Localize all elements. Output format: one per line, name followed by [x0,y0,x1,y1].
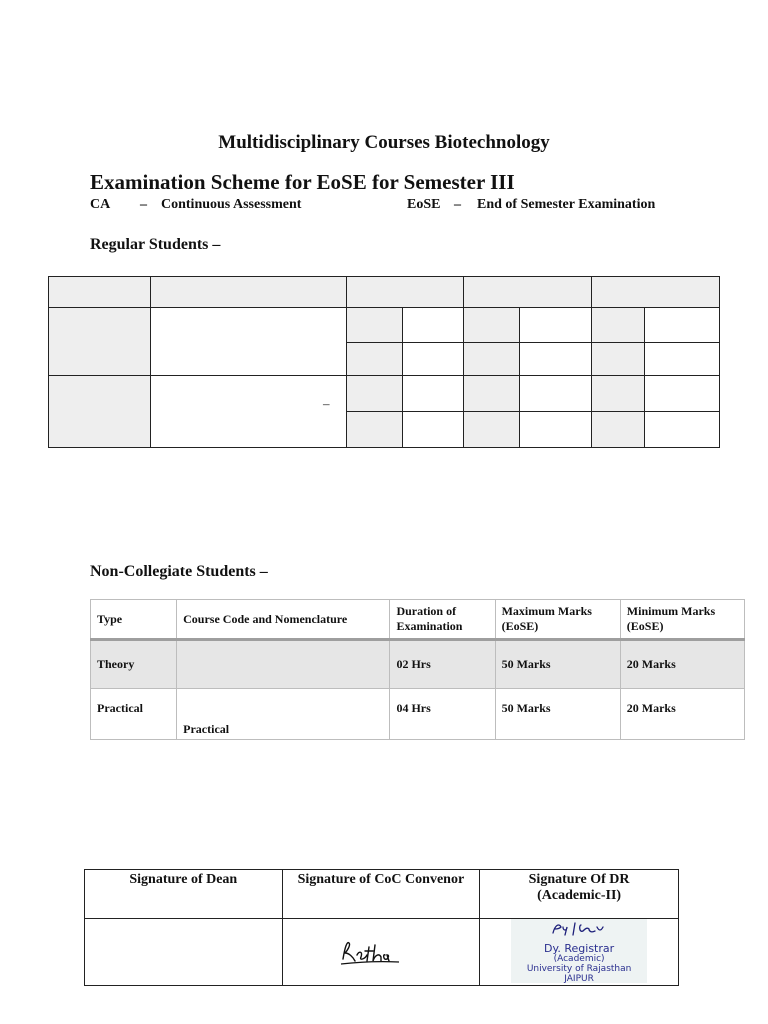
abbr-eose-dash: – [454,197,461,212]
table-cell [464,343,520,376]
dean-signature-cell [85,919,283,986]
table-cell [520,376,592,412]
coc-convenor-signature-label: Signature of CoC Convenor [282,870,480,919]
table-cell [49,376,151,448]
table-dash: – [323,396,330,411]
table-cell [464,308,520,343]
non-collegiate-heading: Non-Collegiate Students – [90,563,268,580]
table-cell [592,277,720,308]
page-title: Multidisciplinary Courses Biotechnology [218,132,550,153]
abbr-ca-dash: – [140,197,147,212]
table-row [91,689,745,740]
stamp-line: JAIPUR [564,974,594,984]
abbr-ca-value: Continuous Assessment [161,197,302,212]
table-cell [150,376,346,448]
row-type: Practical [91,689,177,740]
row-min-marks: 20 Marks [620,689,744,740]
column-header-min-marks: Minimum Marks (EoSE) [620,600,744,640]
dr-signature-cell [480,919,679,986]
column-header-type: Type [91,600,177,640]
table-cell [520,412,592,448]
abbr-eose-value: End of Semester Examination [477,197,656,212]
row-min-marks: 20 Marks [620,640,744,689]
table-cell [592,308,645,343]
row-course: Practical [177,689,390,740]
dr-signature-label [480,870,679,919]
table-cell [645,412,720,448]
table-cell [645,343,720,376]
table-cell [520,343,592,376]
dr-signature-label-text: Signature Of DR (Academic-II) [528,872,630,903]
signature-table [84,869,679,986]
table-header-row [91,600,745,640]
row-max-marks: 50 Marks [495,640,620,689]
table-cell [150,277,346,308]
table-cell [346,412,403,448]
column-header-duration: Duration of Examination [390,600,495,640]
table-cell [592,412,645,448]
row-max-marks: 50 Marks [495,689,620,740]
row-duration: 04 Hrs [390,689,495,740]
registrar-signature [549,921,629,937]
column-header-max-marks: Maximum Marks (EoSE) [495,600,620,640]
abbr-eose-key: EoSE [407,197,441,212]
stamp-line: (Academic) [553,954,605,964]
table-cell [464,277,592,308]
regular-students-heading: Regular Students – [90,236,221,253]
table-cell [403,376,464,412]
table-cell [403,308,464,343]
handwritten-signature [339,937,419,967]
table-cell [520,308,592,343]
table-cell [346,376,403,412]
regular-students-table [48,276,720,448]
table-cell [150,308,346,376]
table-cell [346,343,403,376]
table-cell [403,343,464,376]
table-cell [49,308,151,376]
table-cell [346,277,464,308]
stamp-line: University of Rajasthan [526,964,632,974]
table-cell [592,343,645,376]
column-header-course: Course Code and Nomenclature [177,600,390,640]
stamp-line: Dy. Registrar [543,942,615,955]
abbr-ca-key: CA [90,197,111,212]
dean-signature-label: Signature of Dean [85,870,283,919]
table-cell [645,308,720,343]
table-cell [645,376,720,412]
table-cell [464,412,520,448]
table-cell [592,376,645,412]
row-type: Theory [91,640,177,689]
coc-convenor-signature-cell [282,919,480,986]
exam-scheme-heading: Examination Scheme for EoSE for Semester III [90,170,515,194]
row-course [177,640,390,689]
non-collegiate-table [90,599,745,740]
registrar-stamp [511,919,647,983]
row-duration: 02 Hrs [390,640,495,689]
table-cell [403,412,464,448]
table-cell [346,308,403,343]
table-row [91,640,745,689]
table-cell [49,277,151,308]
table-cell [464,376,520,412]
